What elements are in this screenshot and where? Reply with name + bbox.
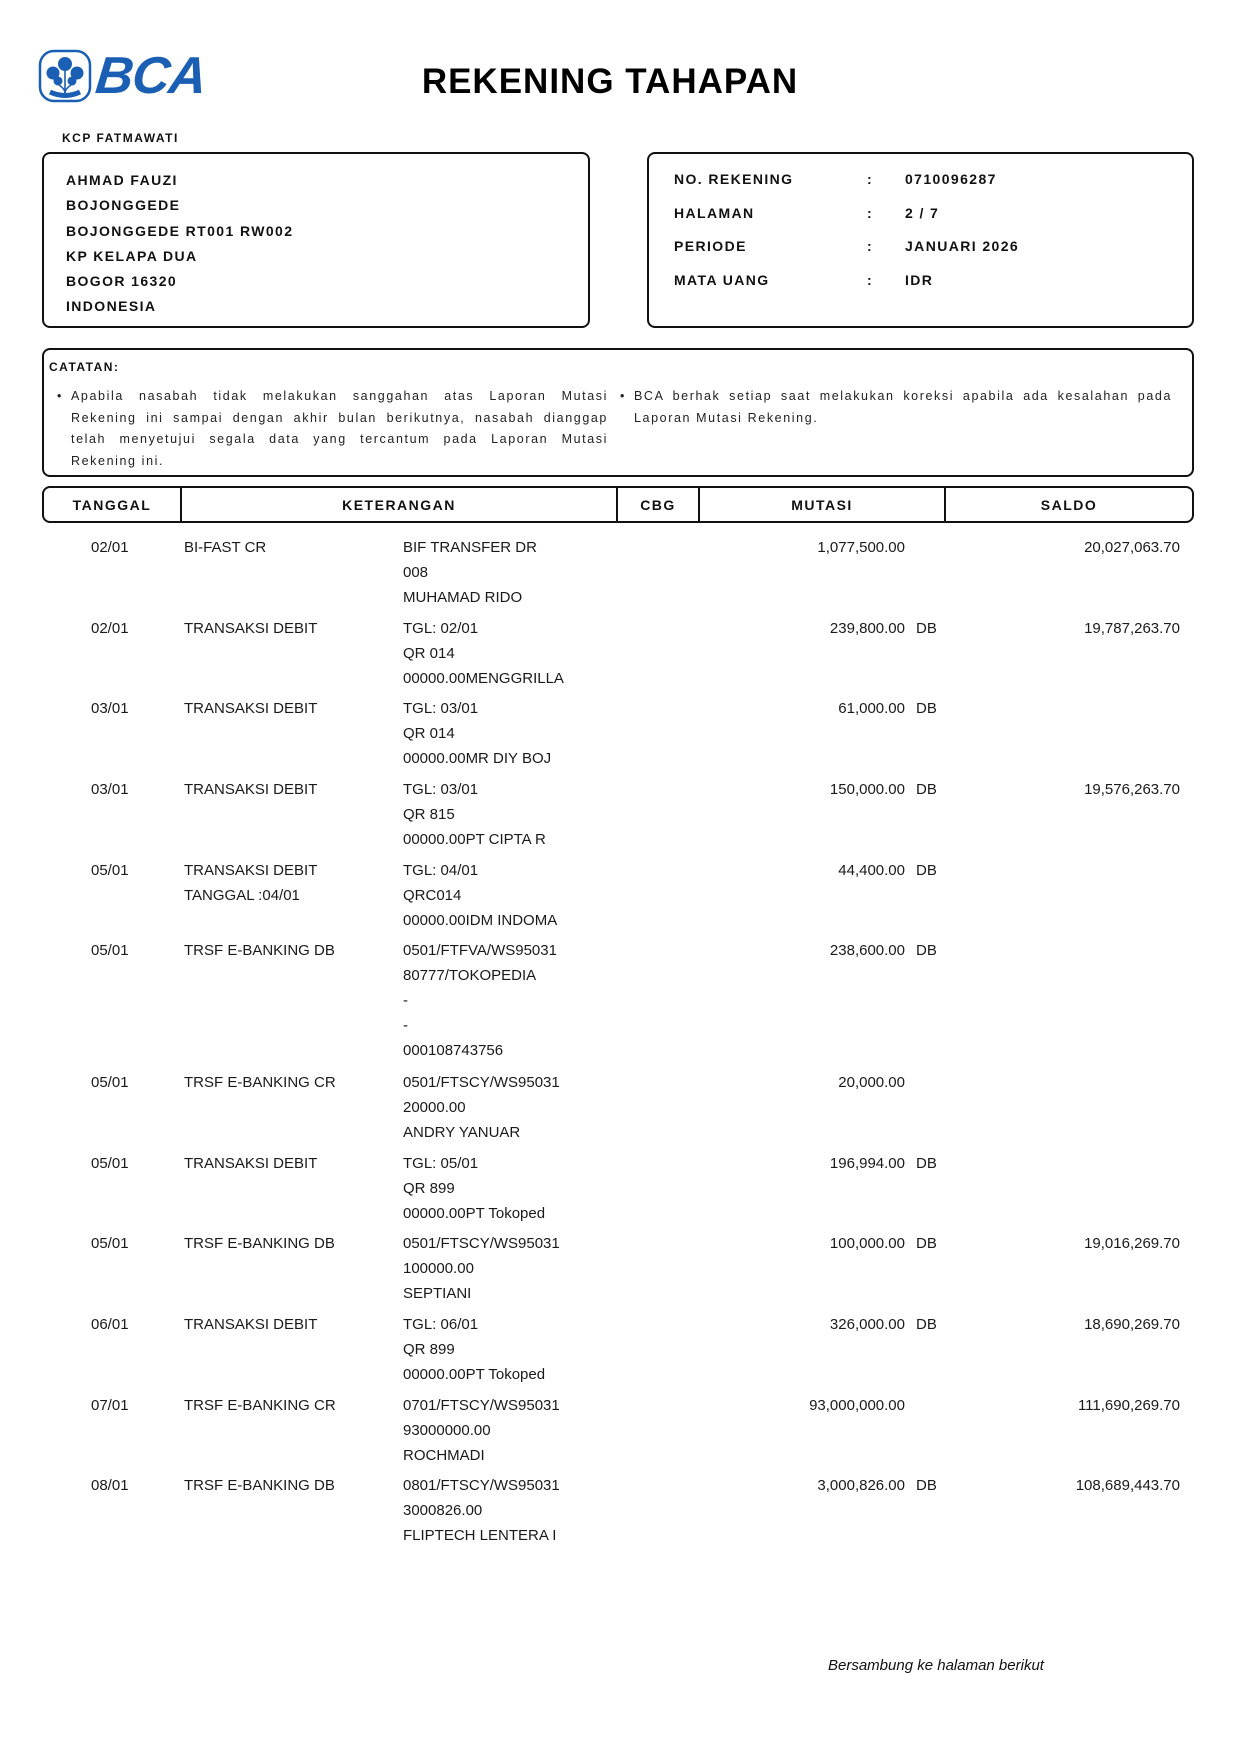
- transaction-detail-line: 00000.00PT Tokoped: [403, 1204, 546, 1222]
- transaction-type: [184, 616, 317, 641]
- transaction-type-line: TRANSAKSI DEBIT: [184, 781, 318, 799]
- transaction-date: 02/01: [91, 619, 129, 637]
- debit-indicator: DB: [916, 1477, 937, 1495]
- separator: :: [867, 204, 874, 221]
- separator: :: [867, 171, 874, 187]
- transaction-date: 05/01: [91, 1154, 129, 1172]
- notes-title: CATATAN:: [49, 360, 120, 374]
- balance-amount: 19,787,263.70: [1084, 619, 1180, 637]
- transaction-detail: [403, 696, 551, 771]
- transaction-type: [184, 858, 317, 908]
- note-text: BCA berhak setiap saat melakukan koreksi apabila ada kesalahan pada Laporan Mutasi Rekening.: [634, 389, 1172, 425]
- mutation-amount: 239,800.00: [829, 619, 905, 637]
- transaction-detail-line: 0501/FTSCY/WS95031: [403, 1073, 560, 1091]
- period-label: PERIODE: [674, 238, 747, 254]
- transaction-type-line: TRSF E-BANKING DB: [184, 1477, 335, 1495]
- transaction-date: 03/01: [91, 700, 129, 718]
- bullet-icon: •: [620, 389, 626, 403]
- transaction-type-line: TRSF E-BANKING CR: [184, 1396, 336, 1414]
- table-row: [0, 1231, 1241, 1312]
- bullet-icon: •: [57, 389, 63, 403]
- transaction-type: [184, 777, 317, 802]
- balance-amount: 18,690,269.70: [1084, 1316, 1180, 1333]
- table-row: [0, 938, 1241, 1070]
- period-value: JANUARI 2026: [905, 238, 1020, 254]
- transaction-detail-line: TGL: 06/01: [403, 1316, 479, 1333]
- transaction-type-line: TRANSAKSI DEBIT: [184, 861, 318, 879]
- debit-indicator: DB: [916, 861, 937, 879]
- column-header-date: TANGGAL: [44, 488, 182, 521]
- transaction-detail-line: QR 815: [403, 806, 455, 824]
- mutation-amount: 20,000.00: [838, 1073, 905, 1091]
- currency-value: IDR: [905, 271, 934, 288]
- account-number-row: [674, 168, 1192, 202]
- debit-indicator: DB: [916, 700, 937, 718]
- transaction-detail-line: ROCHMADI: [403, 1446, 485, 1464]
- transaction-detail-line: 20000.00: [403, 1098, 466, 1116]
- transaction-date: 08/01: [91, 1477, 129, 1495]
- address-country: INDONESIA: [66, 298, 157, 315]
- transactions-table-body: [0, 535, 1241, 1554]
- document-title: REKENING TAHAPAN: [421, 62, 799, 101]
- transaction-detail-line: QRC014: [403, 886, 462, 904]
- transaction-date: 05/01: [91, 1235, 129, 1253]
- debit-indicator: DB: [916, 1316, 937, 1333]
- transaction-detail-line: FLIPTECH LENTERA I: [403, 1527, 557, 1545]
- notes-box: [42, 348, 1194, 477]
- transaction-date: 05/01: [91, 942, 129, 960]
- transaction-detail-line: TGL: 03/01: [403, 781, 479, 799]
- transaction-detail: [403, 777, 546, 852]
- transaction-type: [184, 938, 335, 963]
- customer-address-box: [42, 152, 590, 328]
- transaction-type-line: TRSF E-BANKING DB: [184, 942, 335, 960]
- transaction-detail: [403, 535, 537, 610]
- transaction-detail-line: 00000.00MENGGRILLA: [403, 669, 564, 687]
- transaction-detail-line: TGL: 05/01: [403, 1154, 479, 1172]
- mutation-amount: 3,000,826.00: [817, 1477, 905, 1495]
- transaction-type: [184, 535, 266, 560]
- bca-logo: [38, 48, 210, 104]
- separator: :: [867, 271, 874, 288]
- mutation-amount: 238,600.00: [829, 942, 905, 960]
- table-row: [0, 858, 1241, 939]
- debit-indicator: DB: [916, 1154, 937, 1172]
- transaction-date: 05/01: [91, 861, 129, 879]
- transaction-detail: [403, 1312, 545, 1387]
- table-row: [0, 616, 1241, 697]
- transaction-detail-line: 0501/FTSCY/WS95031: [403, 1235, 560, 1253]
- table-row: [0, 1151, 1241, 1232]
- debit-indicator: DB: [916, 1235, 937, 1253]
- mutation-amount: 93,000,000.00: [809, 1396, 905, 1414]
- transaction-detail: [403, 1070, 560, 1145]
- mutation-amount: 1,077,500.00: [817, 539, 905, 556]
- transaction-type: [184, 1473, 335, 1498]
- transaction-detail-line: TGL: 02/01: [403, 619, 479, 637]
- address-line: BOGOR 16320: [66, 273, 178, 290]
- mutation-amount: 100,000.00: [829, 1235, 905, 1253]
- transaction-detail-line: 008: [403, 564, 429, 581]
- transaction-detail-line: QR 899: [403, 1341, 455, 1358]
- address-line: BOJONGGEDE RT001 RW002: [66, 222, 294, 239]
- balance-amount: 19,576,263.70: [1084, 781, 1180, 799]
- transaction-type-line: TRANSAKSI DEBIT: [184, 1316, 318, 1333]
- column-header-mutation: MUTASI: [700, 488, 946, 521]
- continued-note: Bersambung ke halaman berikut: [828, 1657, 1044, 1674]
- transaction-type: [184, 1070, 336, 1095]
- transaction-detail-line: 00000.00IDM INDOMA: [403, 911, 558, 929]
- transaction-detail-line: QR 014: [403, 644, 455, 662]
- balance-amount: 19,016,269.70: [1084, 1235, 1180, 1253]
- debit-indicator: DB: [916, 942, 937, 960]
- transaction-detail-line: -: [403, 992, 408, 1010]
- customer-name: AHMAD FAUZI: [66, 172, 178, 188]
- transaction-detail: [403, 858, 557, 933]
- transaction-type-line: TANGGAL :04/01: [184, 886, 300, 904]
- transaction-detail-line: 0501/FTFVA/WS95031: [403, 942, 557, 960]
- page-label: HALAMAN: [674, 204, 755, 221]
- transaction-detail-line: SEPTIANI: [403, 1285, 472, 1303]
- bca-logo-text: BCA: [92, 47, 209, 105]
- bca-emblem-icon: [38, 49, 92, 103]
- balance-amount: 111,690,269.70: [1077, 1396, 1180, 1414]
- table-row: [0, 696, 1241, 777]
- note-text: Apabila nasabah tidak melakukan sanggahan atas Laporan Mutasi Rekening ini sampai dengan akhir bulan berikutnya, nasabah dianggap telah menyetujui segala data yang tercantum pada Laporan Mutasi Rekening ini.: [71, 389, 608, 468]
- debit-indicator: DB: [916, 781, 937, 799]
- currency-row: [674, 269, 1192, 303]
- transactions-table-header: [42, 486, 1194, 523]
- transaction-type: [184, 1231, 335, 1256]
- transaction-detail-line: 00000.00PT CIPTA R: [403, 831, 546, 849]
- transaction-type: [184, 696, 317, 721]
- transaction-detail-line: TGL: 03/01: [403, 700, 479, 718]
- mutation-amount: 44,400.00: [838, 861, 905, 879]
- transaction-detail-line: -: [403, 1017, 408, 1035]
- transaction-date: 03/01: [91, 781, 129, 799]
- note-item: [612, 386, 1172, 472]
- mutation-amount: 61,000.00: [838, 700, 905, 718]
- column-header-balance: SALDO: [1040, 496, 1098, 513]
- mutation-amount: 326,000.00: [829, 1316, 905, 1333]
- transaction-detail: [403, 1473, 560, 1548]
- balance-amount: 108,689,443.70: [1075, 1477, 1180, 1495]
- note-item: [49, 386, 612, 472]
- transaction-type-line: TRANSAKSI DEBIT: [184, 1154, 318, 1172]
- table-row: [0, 1312, 1241, 1393]
- transaction-date: 02/01: [91, 539, 129, 556]
- table-row: [0, 777, 1241, 858]
- transaction-detail-line: 100000.00: [403, 1260, 474, 1278]
- mutation-amount: 150,000.00: [829, 781, 905, 799]
- account-info-box: [647, 152, 1194, 328]
- table-row: [0, 1473, 1241, 1554]
- transaction-detail-line: TGL: 04/01: [403, 861, 479, 879]
- address-line: KP KELAPA DUA: [66, 247, 198, 264]
- transaction-type-line: TRANSAKSI DEBIT: [184, 700, 318, 718]
- column-header-cbg: CBG: [618, 488, 700, 521]
- period-row: [674, 235, 1192, 269]
- transaction-date: 07/01: [91, 1396, 129, 1414]
- account-number-value: 0710096287: [905, 171, 997, 187]
- column-header-description: KETERANGAN: [182, 488, 618, 521]
- currency-label: MATA UANG: [674, 271, 770, 288]
- page-row: [674, 202, 1192, 236]
- transaction-type-line: TRSF E-BANKING DB: [184, 1235, 335, 1253]
- table-row: [0, 1393, 1241, 1474]
- transaction-detail-line: BIF TRANSFER DR: [403, 539, 537, 556]
- page-value: 2 / 7: [905, 204, 940, 221]
- balance-amount: 20,027,063.70: [1084, 539, 1180, 556]
- transaction-type: [184, 1312, 317, 1337]
- transaction-detail-line: 00000.00MR DIY BOJ: [403, 750, 552, 768]
- transaction-type-line: TRANSAKSI DEBIT: [184, 619, 318, 637]
- transaction-detail: [403, 1151, 545, 1226]
- transaction-detail-line: 3000826.00: [403, 1502, 483, 1520]
- transaction-detail: [403, 1393, 560, 1468]
- transaction-type: [184, 1151, 317, 1176]
- transaction-detail-line: 00000.00PT Tokoped: [403, 1366, 546, 1383]
- address-line: BOJONGGEDE: [66, 197, 181, 214]
- transaction-detail-line: 000108743756: [403, 1042, 504, 1060]
- transaction-detail-line: MUHAMAD RIDO: [403, 589, 523, 606]
- transaction-date: 06/01: [91, 1316, 129, 1333]
- transaction-detail-line: QR 014: [403, 725, 455, 743]
- mutation-amount: 196,994.00: [829, 1154, 905, 1172]
- transaction-type-line: BI-FAST CR: [184, 539, 267, 556]
- transaction-detail: [403, 616, 564, 691]
- transaction-type: [184, 1393, 336, 1418]
- branch-name: KCP FATMAWATI: [62, 131, 179, 145]
- transaction-detail: [403, 938, 557, 1063]
- transaction-detail-line: 93000000.00: [403, 1421, 491, 1439]
- transaction-detail-line: 0801/FTSCY/WS95031: [403, 1477, 560, 1495]
- transaction-detail-line: 80777/TOKOPEDIA: [403, 967, 537, 985]
- transaction-type-line: TRSF E-BANKING CR: [184, 1073, 336, 1091]
- table-row: [0, 1070, 1241, 1151]
- transaction-date: 05/01: [91, 1073, 129, 1091]
- transaction-detail-line: QR 899: [403, 1179, 455, 1197]
- table-row: [0, 535, 1241, 616]
- transaction-detail-line: 0701/FTSCY/WS95031: [403, 1396, 560, 1414]
- account-number-label: NO. REKENING: [674, 171, 794, 187]
- separator: :: [867, 238, 874, 254]
- debit-indicator: DB: [916, 619, 937, 637]
- transaction-detail: [403, 1231, 560, 1306]
- transaction-detail-line: ANDRY YANUAR: [403, 1123, 521, 1141]
